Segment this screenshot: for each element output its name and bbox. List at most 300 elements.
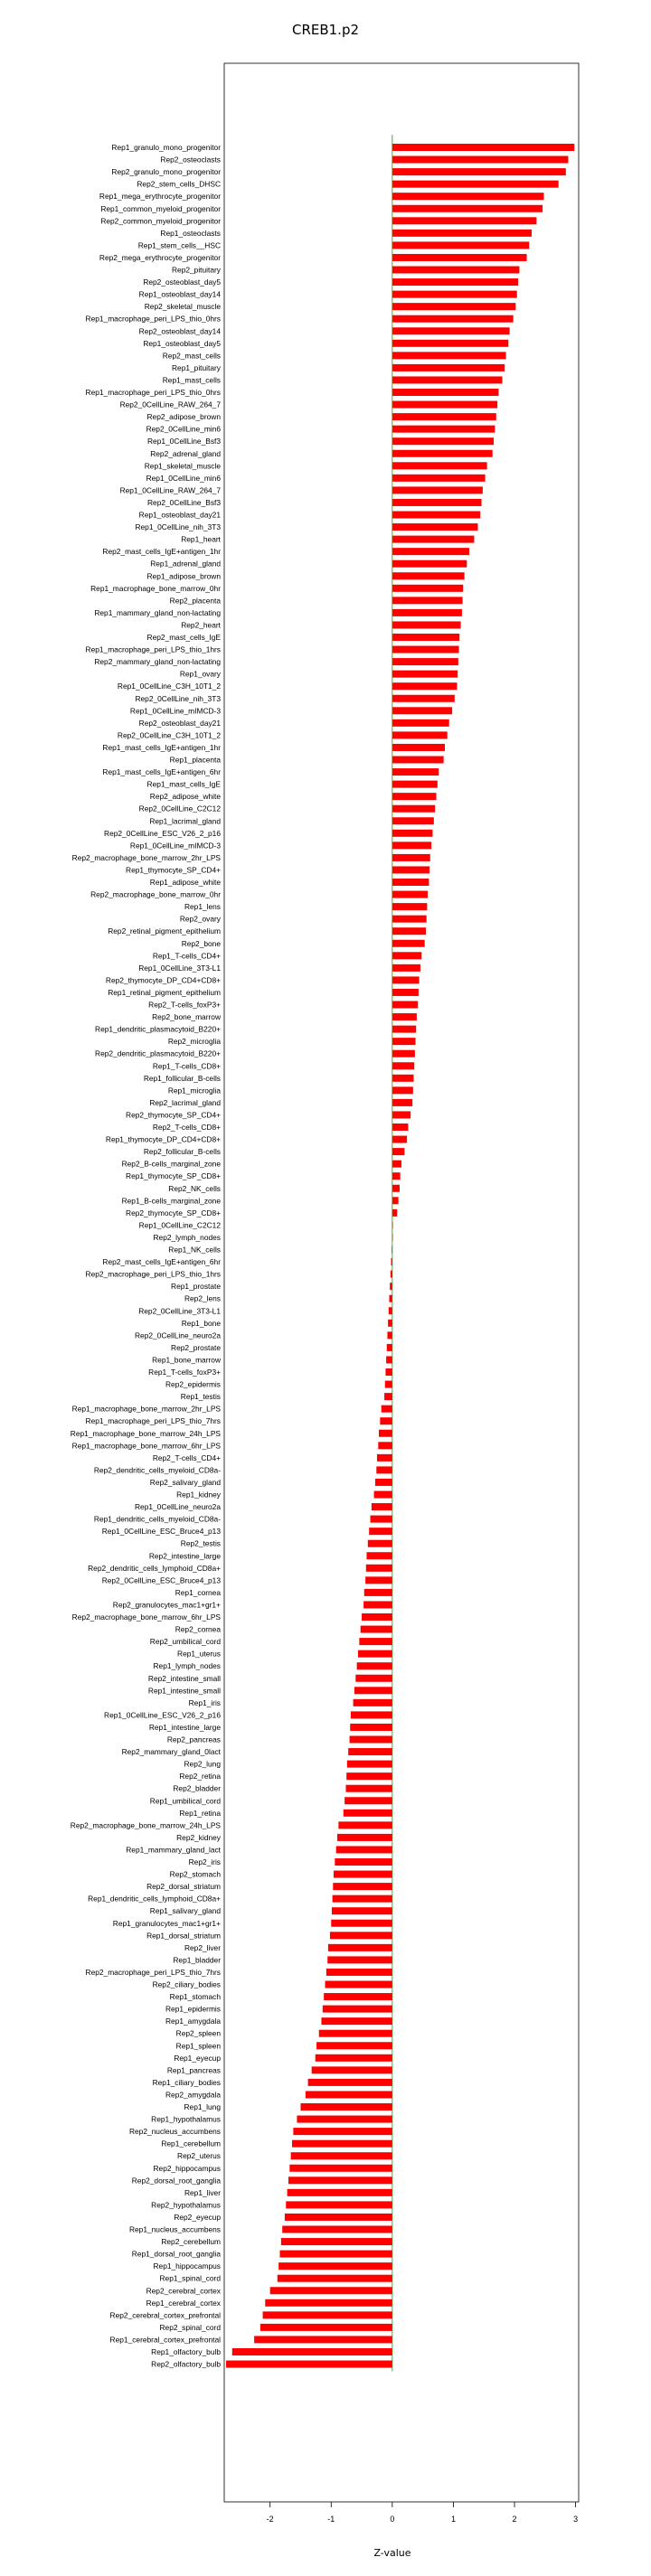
bar (386, 1356, 392, 1363)
bar (306, 2091, 392, 2098)
bar (346, 1772, 392, 1780)
bar (350, 1736, 392, 1744)
bar (392, 1099, 412, 1106)
category-label: Rep2_0CellLine_neuro2a (135, 1330, 221, 1340)
category-label: Rep1_0CellLine_min6 (146, 473, 221, 483)
category-label: Rep2_cerebellum (161, 2237, 221, 2247)
category-label: Rep2_microglia (167, 1037, 221, 1047)
bar (392, 193, 544, 200)
category-label: Rep2_lens (184, 1293, 221, 1303)
bar (344, 1797, 392, 1804)
bar (337, 1834, 392, 1841)
bar (392, 1148, 405, 1155)
x-tick-label: 3 (573, 2515, 579, 2524)
bar (392, 426, 495, 433)
bar (388, 1320, 392, 1327)
category-label: Rep1_spinal_cord (159, 2273, 221, 2283)
category-label: Rep1_intestine_large (148, 1722, 221, 1732)
bar (328, 1944, 392, 1951)
bar (392, 364, 505, 371)
category-label: Rep1_dendritic_cells_myeloid_CD8a- (93, 1514, 221, 1524)
bar (392, 1050, 415, 1058)
bar (392, 413, 496, 420)
bar (392, 1026, 416, 1033)
category-label: Rep2_thymocyte_DP_CD4+CD8+ (105, 975, 221, 985)
category-label: Rep2_adipose_brown (146, 412, 221, 422)
category-label: Rep1_0CellLine_mIMCD-3 (129, 706, 221, 716)
category-label: Rep2_stem_cells_DHSC (137, 179, 221, 189)
category-label: Rep1_granulo_mono_progenitor (111, 143, 221, 152)
category-label: Rep2_mast_cells_IgE+antigen_6hr (102, 1257, 221, 1267)
category-label: Rep2_intestine_large (148, 1551, 221, 1561)
bar (392, 768, 439, 776)
bar (392, 634, 459, 641)
category-label: Rep1_heart (181, 534, 221, 544)
category-label: Rep1_macrophage_peri_LPS_thio_7hrs (85, 1416, 221, 1426)
bar (392, 964, 420, 972)
bar (392, 891, 428, 898)
category-label: Rep2_mast_cells_IgE (146, 633, 221, 642)
category-label: Rep1_salivary_gland (149, 1906, 221, 1916)
category-label: Rep1_macrophage_bone_marrow_0hr (90, 583, 221, 593)
bar (297, 2116, 392, 2123)
category-label: Rep1_testis (180, 1392, 221, 1402)
category-label: Rep2_pancreas (166, 1735, 221, 1744)
bar (392, 817, 434, 824)
bar (387, 1344, 392, 1351)
category-label: Rep2_macrophage_bone_marrow_6hr_LPS (71, 1612, 221, 1622)
category-label: Rep2_cerebral_cortex_prefrontal (109, 2310, 221, 2320)
bar (392, 1123, 409, 1131)
bar (392, 205, 542, 212)
category-label: Rep2_dorsal_root_ganglia (131, 2176, 221, 2186)
category-label: Rep2_osteoblast_day14 (138, 326, 221, 336)
category-label: Rep1_mammary_gland_lact (126, 1845, 221, 1855)
bar (316, 2042, 392, 2049)
bar (331, 1920, 392, 1927)
category-label: Rep2_0CellLine_min6 (146, 424, 221, 434)
category-label: Rep2_spinal_cord (159, 2322, 221, 2332)
category-label: Rep1_macrophage_peri_LPS_thio_1hrs (85, 644, 221, 654)
bar (392, 315, 514, 323)
category-label: Rep1_osteoclasts (160, 228, 221, 238)
category-label: Rep1_0CellLine_nih_3T3 (135, 522, 221, 532)
bar (392, 376, 503, 383)
category-label: Rep1_macrophage_peri_LPS_thio_0hrs (85, 388, 221, 397)
category-label: Rep1_ovary (179, 669, 221, 679)
bar (392, 168, 566, 175)
bar (376, 1466, 392, 1473)
bar (335, 1858, 392, 1866)
bar (392, 217, 537, 224)
category-label: Rep1_amygdala (165, 2017, 221, 2026)
x-tick-label: 2 (512, 2515, 517, 2524)
category-label: Rep1_dorsal_striatum (146, 1931, 221, 1941)
bar (375, 1479, 392, 1486)
bar (365, 1576, 392, 1584)
category-label: Rep2_granulocytes_mac1+gr1+ (112, 1600, 221, 1610)
bar (332, 1907, 392, 1914)
category-label: Rep1_mast_cells (162, 375, 221, 385)
bar (392, 536, 475, 543)
bar (312, 2066, 392, 2073)
bar (300, 2103, 392, 2111)
bar (334, 1871, 392, 1878)
bar (379, 1430, 392, 1437)
category-label: Rep1_0CellLine_Bsf3 (146, 437, 221, 447)
chart-title: CREB1.p2 (291, 22, 360, 38)
bar (316, 2054, 392, 2062)
bar (392, 241, 529, 249)
bar (380, 1417, 392, 1424)
category-label: Rep2_thymocyte_SP_CD4+ (126, 1110, 221, 1120)
category-label: Rep1_bone (181, 1318, 221, 1328)
bar (321, 2017, 392, 2025)
category-label: Rep2_0CellLine_C2C12 (138, 804, 221, 813)
category-label: Rep1_osteoblast_day5 (143, 338, 221, 348)
bar (392, 805, 435, 813)
bar (392, 903, 428, 910)
category-label: Rep2_dendritic_cells_myeloid_CD8a- (93, 1465, 221, 1475)
bar (392, 181, 559, 188)
category-label: Rep1_nucleus_accumbens (128, 2224, 221, 2234)
category-label: Rep2_lung (184, 1759, 221, 1769)
bar (392, 781, 438, 788)
bar (392, 144, 574, 151)
bar (347, 1761, 392, 1768)
category-label: Rep2_adipose_white (149, 792, 221, 802)
bar (293, 2128, 392, 2135)
bar (260, 2324, 392, 2331)
bar (278, 2262, 392, 2270)
bar (392, 572, 465, 579)
bar (392, 952, 421, 959)
bar (392, 658, 458, 665)
bar (392, 156, 569, 164)
bar (392, 254, 527, 261)
category-label: Rep1_mast_cells_IgE (146, 779, 221, 789)
category-label: Rep1_adrenal_gland (150, 559, 221, 569)
bar (392, 854, 430, 861)
bar (368, 1540, 392, 1547)
category-label: Rep2_B-cells_marginal_zone (121, 1159, 221, 1169)
bar (392, 793, 437, 800)
category-label: Rep2_umbilical_cord (149, 1637, 221, 1647)
category-label: Rep2_T-cells_foxP3+ (148, 1000, 221, 1010)
category-label: Rep2_T-cells_CD4+ (152, 1453, 221, 1462)
bar (333, 1895, 392, 1903)
bar (392, 989, 419, 996)
category-label: Rep1_umbilical_cord (149, 1796, 221, 1806)
category-label: Rep2_pituitary (171, 265, 221, 275)
bar (392, 1161, 401, 1168)
bar (361, 1626, 392, 1633)
category-label: Rep2_lacrimal_gland (149, 1097, 221, 1107)
bar (232, 2348, 392, 2355)
category-label: Rep2_macrophage_peri_LPS_thio_1hrs (85, 1269, 221, 1279)
bar (392, 523, 478, 531)
category-label: Rep1_thymocyte_SP_CD4+ (126, 865, 221, 875)
category-label: Rep1_placenta (169, 755, 221, 765)
category-label: Rep2_cornea (175, 1624, 221, 1634)
bar (330, 1932, 392, 1939)
category-label: Rep1_0CellLine_3T3-L1 (138, 963, 221, 973)
category-label: Rep2_skeletal_muscle (144, 302, 221, 312)
bar (392, 757, 444, 764)
bar (354, 1687, 392, 1694)
category-label: Rep1_prostate (171, 1282, 221, 1292)
bar (392, 597, 463, 604)
category-label: Rep1_lymph_nodes (153, 1661, 221, 1671)
category-label: Rep1_B-cells_marginal_zone (121, 1196, 221, 1206)
category-label: Rep1_macrophage_bone_marrow_24h_LPS (70, 1428, 221, 1438)
category-label: Rep1_dendritic_cells_lymphoid_CD8a+ (88, 1894, 221, 1904)
bar (392, 719, 449, 727)
bar (392, 927, 426, 935)
plot-area (71, 63, 579, 2524)
bar (392, 512, 480, 519)
bar (392, 1086, 413, 1094)
bar (392, 585, 463, 592)
category-label: Rep1_retinal_pigment_epithelium (108, 987, 221, 997)
bar (377, 1454, 392, 1462)
category-label: Rep1_pancreas (166, 2065, 221, 2075)
category-label: Rep1_liver (184, 2187, 221, 2197)
x-tick-label: 0 (390, 2515, 395, 2524)
category-label: Rep2_iris (188, 1857, 221, 1866)
category-label: Rep1_ciliary_bodies (152, 2077, 221, 2087)
bar (280, 2251, 392, 2258)
bar (226, 2361, 392, 2368)
bar (289, 2165, 392, 2172)
category-label: Rep1_iris (188, 1697, 221, 1707)
category-label: Rep1_cerebellum (161, 2139, 221, 2148)
category-label: Rep2_eyecup (174, 2212, 221, 2222)
category-label: Rep2_granulo_mono_progenitor (111, 167, 221, 177)
category-label: Rep2_ovary (179, 914, 221, 924)
category-label: Rep1_common_myeloid_progenitor (100, 203, 221, 213)
bar (392, 1001, 418, 1009)
category-label: Rep1_thymocyte_SP_CD8+ (126, 1171, 221, 1181)
category-label: Rep2_0CellLine_3T3-L1 (138, 1306, 221, 1316)
bar (392, 230, 532, 237)
bar (364, 1589, 392, 1596)
category-label: Rep1_kidney (176, 1490, 221, 1500)
category-label: Rep2_macrophage_bone_marrow_0hr (90, 889, 221, 899)
bar (265, 2299, 392, 2307)
category-label: Rep2_dendritic_plasmacytoid_B220+ (95, 1048, 221, 1058)
bar (382, 1406, 392, 1413)
category-label: Rep1_hypothalamus (151, 2114, 221, 2124)
bar (392, 841, 431, 849)
category-label: Rep1_dendritic_plasmacytoid_B220+ (95, 1024, 221, 1034)
category-label: Rep2_epidermis (165, 1379, 221, 1389)
bar (344, 1810, 392, 1817)
category-label: Rep2_spleen (175, 2028, 221, 2038)
category-label: Rep1_granulocytes_mac1+gr1+ (112, 1918, 221, 1928)
bar (372, 1503, 392, 1510)
bar (392, 278, 518, 286)
bar (254, 2336, 392, 2343)
category-label: Rep2_nucleus_accumbens (128, 2127, 221, 2137)
bar (392, 340, 508, 347)
category-label: Rep1_mast_cells_IgE+antigen_6hr (102, 767, 221, 777)
category-label: Rep1_macrophage_bone_marrow_6hr_LPS (71, 1441, 221, 1451)
category-label: Rep1_olfactory_bulb (151, 2347, 221, 2356)
category-label: Rep1_stem_cells__HSC (137, 240, 221, 250)
bar (345, 1785, 392, 1792)
category-label: Rep2_kidney (176, 1832, 221, 1842)
bar (392, 291, 517, 298)
category-label: Rep1_T-cells_CD4+ (152, 951, 221, 961)
bar (374, 1491, 392, 1499)
bar (392, 744, 445, 751)
bar (392, 1062, 414, 1069)
bar (384, 1393, 392, 1400)
bar (355, 1675, 392, 1682)
bar (282, 2226, 392, 2233)
category-label: Rep2_mast_cells_IgE+antigen_1hr (102, 547, 221, 557)
bar (392, 830, 433, 837)
category-label: Rep1_eyecup (174, 2053, 221, 2063)
category-label: Rep1_lacrimal_gland (149, 816, 221, 826)
bar (371, 1516, 392, 1523)
category-label: Rep1_0CellLine_ESC_Bruce4_p13 (101, 1527, 221, 1537)
category-label: Rep2_osteoclasts (160, 155, 221, 165)
bar (285, 2214, 392, 2221)
category-label: Rep2_T-cells_CD8+ (152, 1123, 221, 1132)
bar (327, 1956, 392, 1963)
bar (336, 1846, 392, 1853)
bar (288, 2189, 392, 2196)
bar (357, 1662, 392, 1669)
category-label: Rep1_retina (179, 1808, 221, 1818)
bar (385, 1381, 392, 1388)
category-label: Rep2_0CellLine_RAW_264_7 (119, 400, 221, 409)
bar (354, 1699, 392, 1706)
category-label: Rep1_T-cells_CD8+ (152, 1061, 221, 1071)
bar (392, 609, 462, 616)
category-label: Rep1_adipose_white (149, 878, 221, 887)
category-label: Rep2_hippocampus (153, 2163, 221, 2173)
bar (392, 731, 448, 738)
category-label: Rep1_adipose_brown (146, 571, 221, 581)
category-label: Rep2_liver (184, 1942, 221, 1952)
category-label: Rep1_epidermis (165, 2004, 221, 2014)
category-label: Rep1_skeletal_muscle (144, 461, 221, 471)
bar (392, 437, 494, 445)
bar (392, 1197, 399, 1204)
bar (392, 682, 458, 690)
category-label: Rep1_pituitary (171, 362, 221, 372)
category-label: Rep1_mast_cells_IgE+antigen_1hr (102, 742, 221, 752)
bar (324, 1993, 392, 2000)
bar (338, 1821, 392, 1829)
category-label: Rep2_stomach (169, 1869, 221, 1879)
category-label: Rep2_cerebral_cortex (146, 2286, 221, 2296)
x-axis-label: Z-value (373, 2547, 411, 2559)
category-label: Rep1_0CellLine_RAW_264_7 (119, 485, 221, 495)
bar (389, 1295, 392, 1302)
bar (378, 1442, 392, 1449)
category-label: Rep2_lymph_nodes (153, 1232, 221, 1242)
bar (392, 1013, 417, 1020)
bar (291, 2152, 392, 2159)
bar (366, 1565, 392, 1572)
category-label: Rep1_stomach (169, 1992, 221, 2002)
category-label: Rep2_dorsal_striatum (146, 1882, 221, 1892)
category-label: Rep2_macrophage_bone_marrow_24h_LPS (70, 1820, 221, 1830)
category-label: Rep1_0CellLine_C3H_10T1_2 (117, 682, 221, 691)
bar (366, 1552, 392, 1559)
bar (281, 2238, 392, 2245)
bar (392, 450, 493, 457)
bar (292, 2140, 392, 2148)
bar (286, 2201, 392, 2208)
category-label: Rep2_mega_erythrocyte_progenitor (99, 252, 221, 262)
category-label: Rep2_placenta (169, 596, 221, 606)
bar (323, 2006, 392, 2013)
bar (326, 1981, 392, 1988)
category-label: Rep2_mammary_gland_non-lactating (94, 657, 221, 667)
bar (319, 2030, 392, 2037)
category-label: Rep2_osteoblast_day5 (143, 277, 221, 287)
bar (392, 1172, 401, 1180)
category-label: Rep1_0CellLine_neuro2a (135, 1502, 221, 1512)
category-label: Rep1_cerebral_cortex (146, 2298, 221, 2308)
bar (392, 879, 429, 886)
bar (387, 1331, 392, 1339)
category-label: Rep1_0CellLine_ESC_V26_2_p16 (104, 1710, 221, 1720)
bar (348, 1748, 392, 1755)
category-label: Rep2_macrophage_peri_LPS_thio_7hrs (85, 1967, 221, 1977)
bar (392, 621, 461, 628)
category-label: Rep1_spleen (175, 2041, 221, 2051)
category-label: Rep1_macrophage_peri_LPS_thio_0hrs (85, 314, 221, 324)
bar (278, 2275, 392, 2282)
category-label: Rep2_common_myeloid_progenitor (100, 216, 221, 226)
bar (288, 2176, 392, 2184)
category-label: Rep2_NK_cells (168, 1183, 221, 1193)
category-label: Rep1_hippocampus (153, 2261, 221, 2271)
category-label: Rep2_olfactory_bulb (151, 2359, 221, 2369)
category-label: Rep2_salivary_gland (149, 1477, 221, 1487)
bar (358, 1650, 392, 1658)
category-label: Rep2_hypothalamus (151, 2200, 221, 2210)
category-label: Rep1_T-cells_foxP3+ (148, 1368, 221, 1377)
category-label: Rep1_bone_marrow (152, 1355, 221, 1365)
bar (363, 1601, 392, 1608)
bar (392, 548, 469, 555)
bar (392, 475, 486, 482)
bar (392, 327, 510, 334)
category-label: Rep2_mast_cells (162, 351, 221, 361)
bar (392, 389, 499, 396)
category-label: Rep1_mammary_gland_non-lactating (94, 607, 221, 617)
bar (392, 671, 458, 678)
bar (392, 303, 516, 310)
bar (390, 1283, 392, 1290)
category-label: Rep1_lung (184, 2102, 221, 2111)
category-label: Rep2_heart (181, 620, 221, 630)
category-label: Rep2_0CellLine_C3H_10T1_2 (117, 730, 221, 740)
bar (362, 1613, 392, 1621)
category-label: Rep2_follicular_B-cells (143, 1147, 221, 1157)
category-label: Rep1_cerebral_cortex_prefrontal (109, 2335, 221, 2345)
bar (359, 1638, 392, 1645)
category-label: Rep1_cornea (175, 1587, 221, 1597)
bar (392, 1111, 410, 1118)
